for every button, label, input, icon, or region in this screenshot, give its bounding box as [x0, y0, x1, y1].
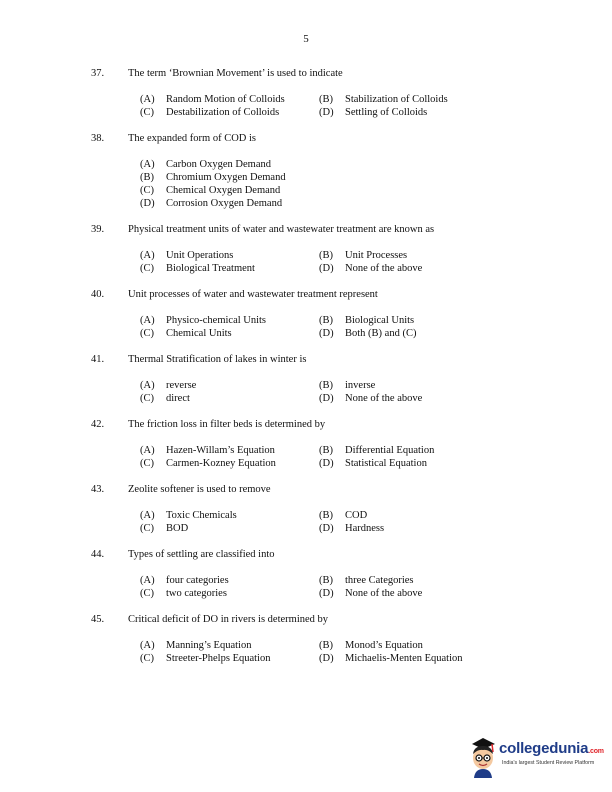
option-c: (C) Streeter-Phelps Equation	[140, 653, 271, 664]
question-number: 37.	[91, 68, 105, 79]
option-a: (A) reverse	[140, 380, 197, 391]
question-number: 42.	[91, 419, 105, 430]
option-c: (C) Chemical Oxygen Demand	[140, 185, 281, 196]
option-c: (C) direct	[140, 393, 190, 404]
option-a: (A) Hazen-Willam’s Equation	[140, 445, 275, 456]
option-d: (D) None of the above	[319, 263, 423, 274]
question-text: Thermal Stratification of lakes in winter is	[128, 354, 307, 365]
option-d: (D) Statistical Equation	[319, 458, 427, 469]
question-text: The expanded form of COD is	[128, 133, 257, 144]
logo-tagline: India's largest Student Review Platform	[502, 760, 595, 766]
option-c: (C) two categories	[140, 588, 227, 599]
question-text: The friction loss in filter beds is determined by	[128, 419, 326, 430]
question-text: Physical treatment units of water and wastewater treatment are known as	[128, 224, 435, 235]
question-text: Critical deficit of DO in rivers is determined by	[128, 614, 329, 625]
question-number: 39.	[91, 224, 105, 235]
option-d: (D) Michaelis-Menten Equation	[319, 653, 463, 664]
option-d: (D) Corrosion Oxygen Demand	[140, 198, 283, 209]
option-b: (B) three Categories	[319, 575, 414, 586]
question-text: The term ‘Brownian Movement’ is used to indicate	[128, 68, 343, 79]
question-number: 43.	[91, 484, 105, 495]
question-number: 40.	[91, 289, 105, 300]
option-d: (D) Both (B) and (C)	[319, 328, 417, 339]
logo-suffix: .com	[588, 748, 604, 755]
option-a: (A) four categories	[140, 575, 229, 586]
option-c: (C) BOD	[140, 523, 189, 534]
option-b: (B) Biological Units	[319, 315, 415, 326]
option-a: (A) Physico-chemical Units	[140, 315, 267, 326]
option-b: (B) inverse	[319, 380, 376, 391]
option-d: (D) Hardness	[319, 523, 385, 534]
option-b: (B) Differential Equation	[319, 445, 435, 456]
option-d: (D) None of the above	[319, 588, 423, 599]
option-b: (B) COD	[319, 510, 368, 521]
question-number: 45.	[91, 614, 105, 625]
option-c: (C) Chemical Units	[140, 328, 232, 339]
option-a: (A) Manning’s Equation	[140, 640, 252, 651]
collegedunia-logo	[466, 734, 606, 782]
option-d: (D) None of the above	[319, 393, 423, 404]
option-b: (B) Unit Processes	[319, 250, 408, 261]
question-text: Types of settling are classified into	[128, 549, 275, 560]
option-c: (C) Carmen-Kozney Equation	[140, 458, 276, 469]
option-a: (A) Random Motion of Colloids	[140, 94, 285, 105]
option-c: (C) Destabilization of Colloids	[140, 107, 280, 118]
option-a: (A) Unit Operations	[140, 250, 234, 261]
question-text: Zeolite softener is used to remove	[128, 484, 271, 495]
option-a: (A) Toxic Chemicals	[140, 510, 237, 521]
question-number: 44.	[91, 549, 105, 560]
question-number: 38.	[91, 133, 105, 144]
option-d: (D) Settling of Colloids	[319, 107, 428, 118]
page-number: 5	[303, 33, 309, 45]
logo-name: collegedunia	[499, 740, 589, 757]
option-c: (C) Biological Treatment	[140, 263, 255, 274]
option-b: (B) Monod’s Equation	[319, 640, 423, 651]
question-number: 41.	[91, 354, 105, 365]
question-text: Unit processes of water and wastewater treatment represent	[128, 289, 378, 300]
option-a: (A) Carbon Oxygen Demand	[140, 159, 271, 170]
option-b: (B) Chromium Oxygen Demand	[140, 172, 286, 183]
option-b: (B) Stabilization of Colloids	[319, 94, 448, 105]
mascot-icon	[466, 734, 500, 778]
